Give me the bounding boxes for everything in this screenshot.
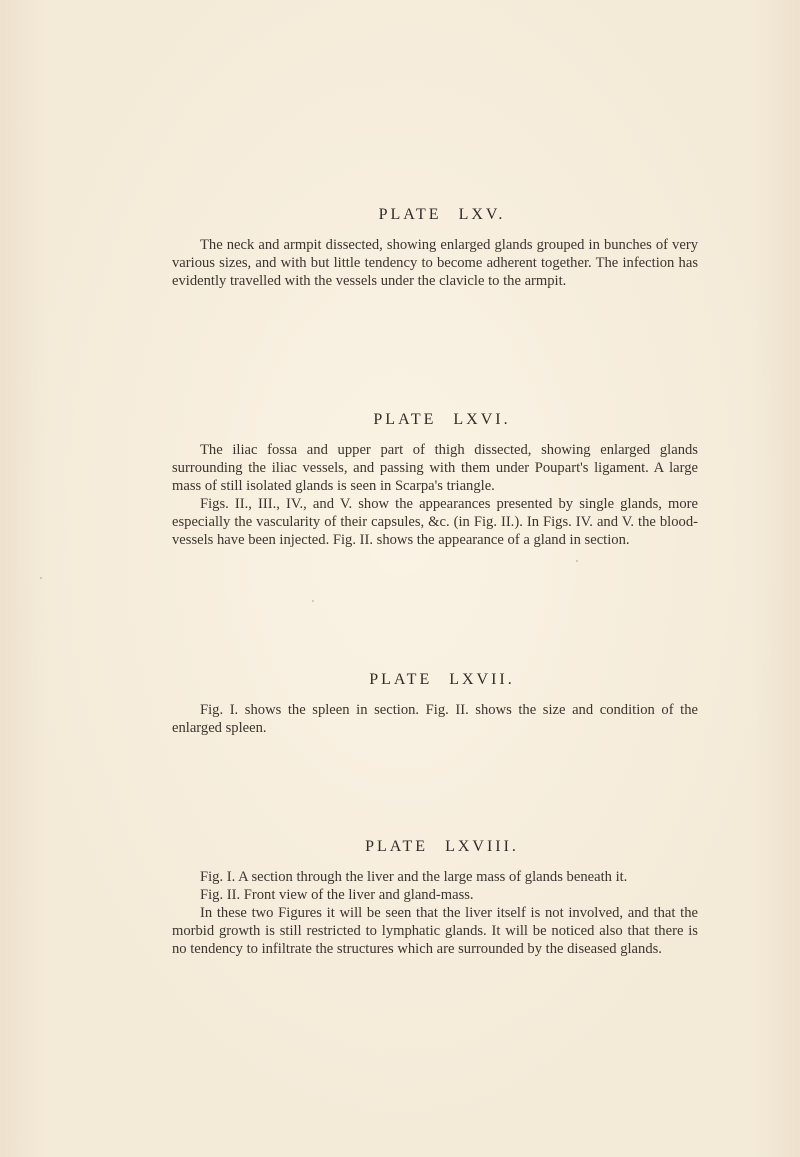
paper-speck (40, 577, 42, 579)
paper-speck (576, 560, 578, 562)
paragraph: The neck and armpit dissected, showing enlarged glands grouped in bunches of very various sizes, and with but little tendency to become adherent together. The infection has evidently travelled with the vessels under the clavicle to the armpit. (172, 237, 698, 289)
plate-lxv-section (172, 206, 698, 290)
paper-speck (312, 600, 314, 602)
plate-title: PLATE LXVIII. (365, 838, 519, 855)
plate-title: PLATE LXVII. (369, 671, 515, 688)
plate-lxviii-section (172, 838, 698, 958)
paragraph: The iliac fossa and upper part of thigh dissected, showing enlarged glands surrounding the iliac vessels, and passing with them under Poupart's ligament. A large mass of still isolated glands is seen in Scarpa's triangle. (172, 442, 698, 494)
plate-lxvi-section (172, 411, 698, 549)
plate-title: PLATE LXVI. (373, 411, 511, 428)
plate-lxvii-section (172, 671, 698, 737)
paragraph: Fig. I. A section through the liver and the large mass of glands beneath it. (200, 869, 628, 885)
paragraph: Figs. II., III., IV., and V. show the appearances presented by single glands, more especially the vascularity of their capsules, &c. (in Fig. II.). In Figs. IV. and V. the blood-vessels have been injected. Fig. II. shows the appearance of a gland in section. (172, 496, 698, 548)
paragraph: Fig. II. Front view of the liver and gland-mass. (200, 887, 474, 903)
plate-title: PLATE LXV. (378, 206, 506, 223)
paragraph: Fig. I. shows the spleen in section. Fig. II. shows the size and condition of the enlarged spleen. (172, 702, 698, 736)
paragraph: In these two Figures it will be seen that the liver itself is not involved, and that the morbid growth is still restricted to lymphatic glands. It will be noticed also that there is no tendency to infiltrate the structures which are surrounded by the diseased glands. (172, 905, 698, 957)
